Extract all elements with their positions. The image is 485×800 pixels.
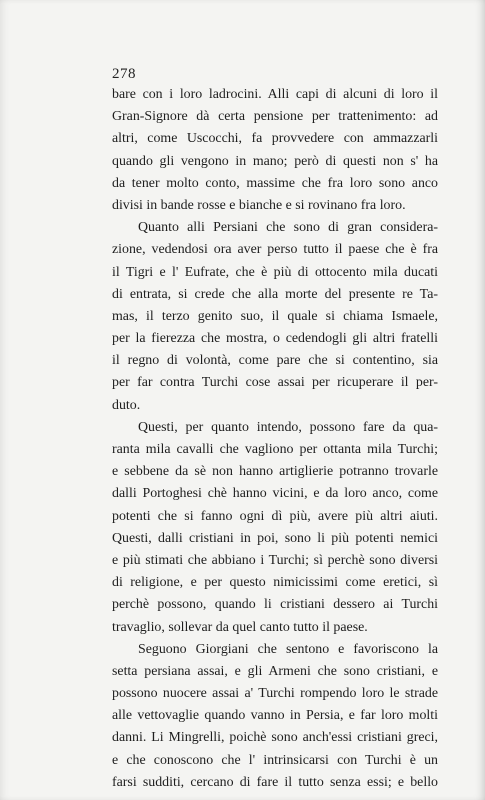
text-line: potenti che si fanno ogni dì più, avere più altri aiuti. xyxy=(112,508,438,524)
text-line: possono nuocere assai a' Turchi rompendo loro le strade xyxy=(112,686,438,702)
text-line: da tener molto conto, massime che fra loro sono anco xyxy=(112,175,438,191)
text-line: duto. xyxy=(112,397,141,413)
text-line: zione, vedendosi ora aver perso tutto il paese che è fra xyxy=(112,242,438,258)
text-line: alle vettovaglie quando vanno in Persia, e far loro molti xyxy=(112,708,438,724)
text-line: di entrata, si crede che alla morte del presente re Ta- xyxy=(112,286,438,302)
text-line: travaglio, sollevar da quel canto tutto il paese. xyxy=(112,619,368,635)
text-line: Questi, per quanto intendo, possono fare da qua- xyxy=(138,419,438,435)
text-line: per la fierezza che mostra, o cedendogli gli altri fratelli xyxy=(112,331,438,347)
text-line: farsi sudditi, cercano di fare il tutto senza essi; e bello xyxy=(112,774,438,790)
text-line: per far contra Turchi cose assai per ricuperare il per- xyxy=(112,375,438,391)
text-line: ranta mila cavalli che vagliono per ottanta mila Turchi; xyxy=(112,442,438,457)
text-line: Quanto alli Persiani che sono di gran considera- xyxy=(138,220,438,236)
text-line: bare con i loro ladrocini. Alli capi di alcuni di loro il xyxy=(112,87,438,102)
text-line: Gran-Signore dà certa pensione per trattenimento: ad xyxy=(112,109,438,125)
text-line: e che conoscono che l' intrinsicarsi con Turchi è un xyxy=(112,752,438,768)
page-number: 278 xyxy=(112,66,136,82)
text-line: mas, il terzo genito suo, il quale si chiama Ismaele, xyxy=(112,308,438,324)
text-line: danni. Li Mingrelli, poichè sono anch'essi cristiani greci, xyxy=(112,730,438,746)
text-line: setta persiana assai, e gli Armeni che sono cristiani, e xyxy=(112,663,438,679)
text-line: quando gli vengono in mano; però di questi non s' ha xyxy=(112,153,438,169)
text-line: dalli Portoghesi chè hanno vicini, e da loro anco, come xyxy=(112,486,438,502)
text-line: altri, come Uscocchi, fa provvedere con ammazzarli xyxy=(112,131,438,147)
text-line: il regno di volontà, come pare che si contentino, sia xyxy=(112,353,438,369)
text-line: di religione, e per questo nimicissimi come eretici, sì xyxy=(112,575,438,591)
text-line: il Tigri e l' Eufrate, che è più di ottocento mila ducati xyxy=(112,264,438,280)
text-line: Seguono Giorgiani che sentono e favoriscono la xyxy=(138,641,438,657)
text-line: perchè possono, quando li cristiani dessero ai Turchi xyxy=(112,597,438,613)
text-line: Questi, dalli cristiani in poi, sono li più potenti nemici xyxy=(112,530,438,546)
body-text xyxy=(112,84,438,794)
text-line: divisi in bande rosse e bianche e si rovinano fra loro. xyxy=(112,197,406,213)
text-line: e più stimati che abbiano i Turchi; sì perchè sono diversi xyxy=(112,552,438,568)
text-line: e sebbene da sè non hanno artiglierie potranno trovarle xyxy=(112,464,438,480)
